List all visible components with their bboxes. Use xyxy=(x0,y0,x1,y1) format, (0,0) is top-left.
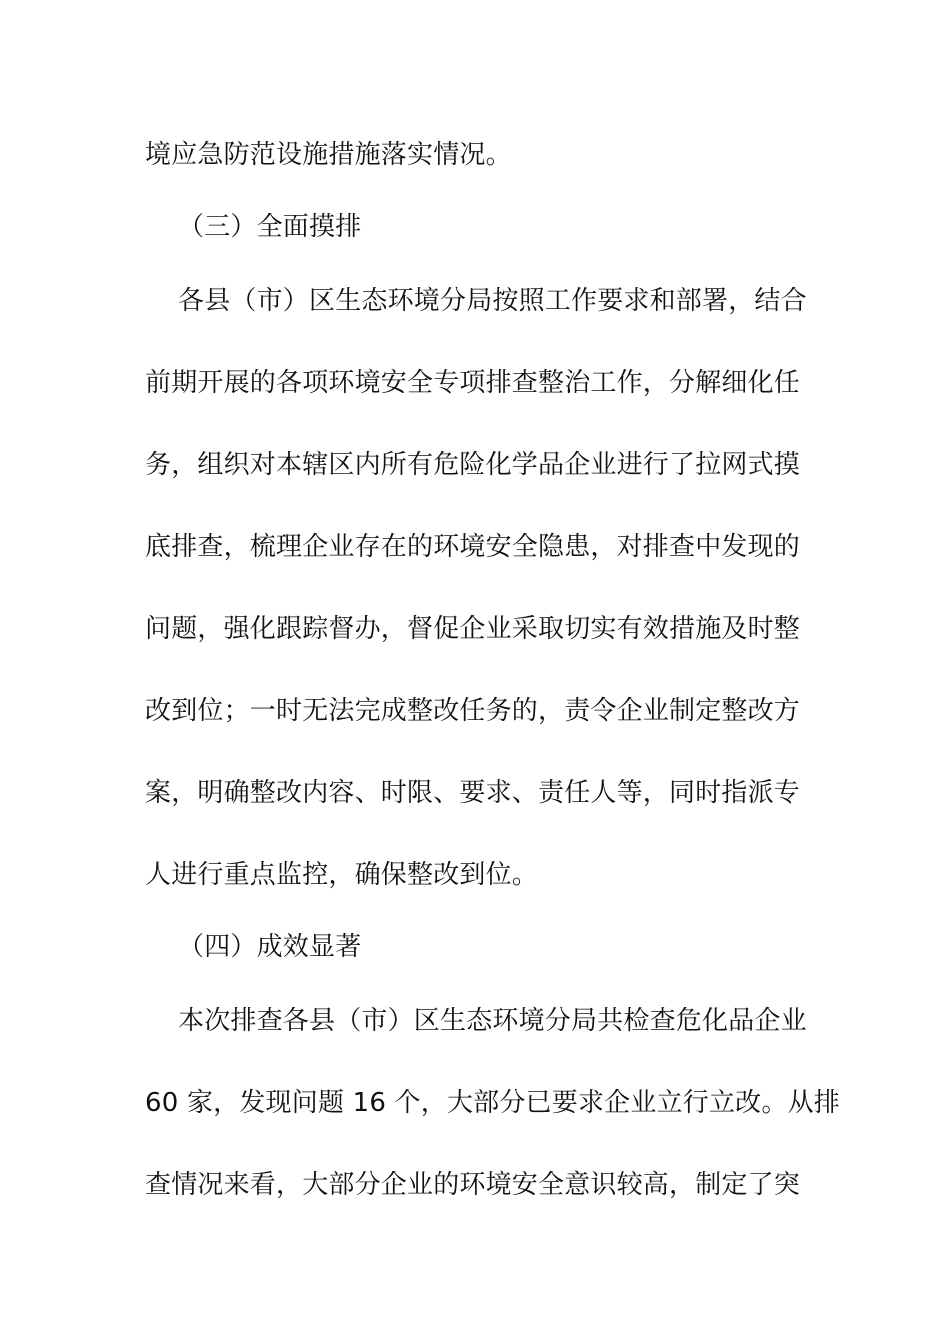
paragraph-line: 人进行重点监控，确保整改到位。 xyxy=(145,860,539,890)
paragraph-line: 60 家，发现问题 16 个，大部分已要求企业立行立改。从排 xyxy=(145,1088,840,1118)
paragraph-line: 问题，强化跟踪督办，督促企业采取切实有效措施及时整 xyxy=(145,614,801,644)
paragraph-line: 各县（市）区生态环境分局按照工作要求和部署，结合 xyxy=(178,286,807,316)
paragraph-line: 境应急防范设施措施落实情况。 xyxy=(145,140,512,170)
section-heading-4: （四）成效显著 xyxy=(178,932,362,962)
paragraph-line: 改到位；一时无法完成整改任务的，责令企业制定整改方 xyxy=(145,696,801,726)
paragraph-line: 底排查，梳理企业存在的环境安全隐患，对排查中发现的 xyxy=(145,532,801,562)
section-heading-3: （三）全面摸排 xyxy=(178,212,362,242)
paragraph-line: 案，明确整改内容、时限、要求、责任人等，同时指派专 xyxy=(145,778,801,808)
paragraph-line: 务，组织对本辖区内所有危险化学品企业进行了拉网式摸 xyxy=(145,450,801,480)
paragraph-line: 前期开展的各项环境安全专项排查整治工作，分解细化任 xyxy=(145,368,801,398)
paragraph-line: 本次排查各县（市）区生态环境分局共检查危化品企业 xyxy=(178,1006,807,1036)
paragraph-line: 查情况来看，大部分企业的环境安全意识较高，制定了突 xyxy=(145,1170,801,1200)
